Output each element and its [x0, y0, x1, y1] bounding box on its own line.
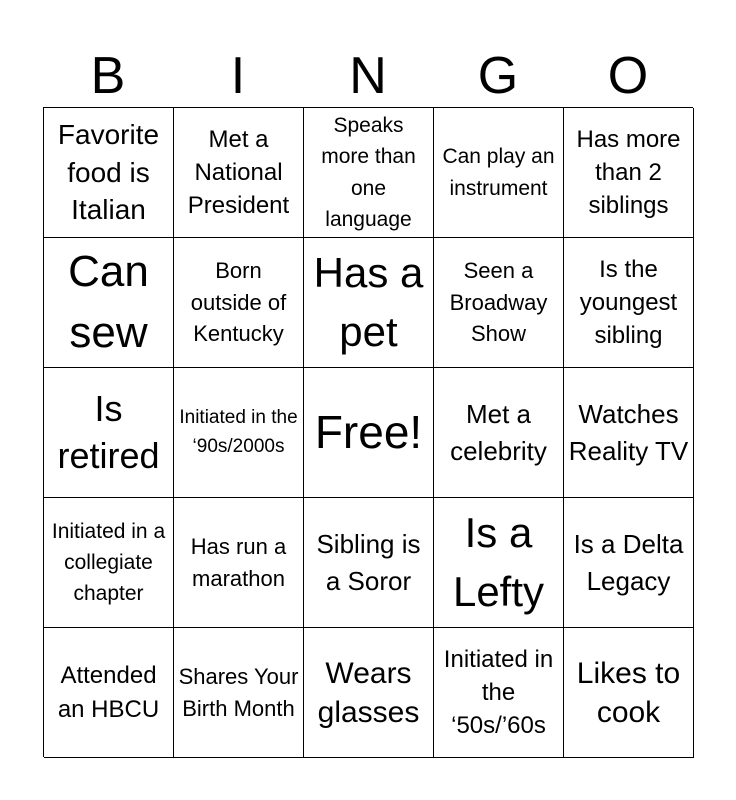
cell-text: Is a Delta Legacy [573, 528, 684, 596]
bingo-cell[interactable] [434, 108, 564, 238]
cell-text: Favorite food is Italian [57, 118, 160, 226]
cell-text: Initiated in the ‘90s/2000s [179, 407, 298, 457]
bingo-cell[interactable] [434, 368, 564, 498]
bingo-cell[interactable] [304, 498, 434, 628]
bingo-cell[interactable] [174, 368, 304, 498]
bingo-cell[interactable] [434, 628, 564, 758]
cell-text: Can sew [68, 246, 149, 357]
free-space-text: Free! [314, 405, 423, 458]
cell-text: Met a National President [187, 125, 290, 220]
header-letter-n: N [349, 47, 387, 105]
bingo-cell[interactable] [44, 368, 174, 498]
cell-text: Attended an HBCU [57, 662, 160, 723]
cell-text: Born outside of Kentucky [190, 257, 287, 347]
cell-text: Sibling is a Soror [316, 528, 421, 596]
bingo-cell[interactable] [44, 238, 174, 368]
bingo-board [43, 107, 693, 757]
bingo-cell[interactable] [564, 108, 694, 238]
free-space-cell[interactable] [304, 368, 434, 498]
bingo-cell[interactable] [564, 368, 694, 498]
cell-text: Has a pet [313, 248, 424, 355]
bingo-cell[interactable] [174, 628, 304, 758]
cell-text: Is the youngest sibling [579, 255, 678, 350]
bingo-cell[interactable] [44, 108, 174, 238]
cell-text: Watches Reality TV [568, 398, 689, 466]
bingo-cell[interactable] [174, 238, 304, 368]
bingo-cell[interactable] [44, 498, 174, 628]
bingo-cell[interactable] [304, 108, 434, 238]
bingo-cell[interactable] [564, 628, 694, 758]
cell-text: Likes to cook [576, 656, 681, 729]
cell-text: Can play an instrument [442, 145, 555, 200]
cell-text: Speaks more than one language [321, 114, 416, 231]
cell-text: Shares Your Birth Month [178, 663, 299, 721]
header-letter-g: G [477, 47, 519, 105]
header-letter-o: O [607, 47, 649, 105]
bingo-header [43, 46, 693, 106]
bingo-cell[interactable] [564, 498, 694, 628]
header-letter-b: B [90, 47, 126, 105]
cell-text: Initiated in a collegiate chapter [51, 519, 166, 606]
bingo-cell[interactable] [174, 498, 304, 628]
bingo-cell[interactable] [304, 628, 434, 758]
cell-text: Met a celebrity [450, 398, 547, 466]
bingo-cell[interactable] [304, 238, 434, 368]
bingo-cell[interactable] [434, 238, 564, 368]
cell-text: Seen a Broadway Show [449, 257, 548, 347]
bingo-cell[interactable] [44, 628, 174, 758]
cell-text: Initiated in the ‘50s/’60s [443, 645, 554, 740]
bingo-cell[interactable] [434, 498, 564, 628]
header-letter-i: I [230, 47, 246, 105]
cell-text: Is a Lefty [452, 508, 545, 615]
bingo-cell[interactable] [174, 108, 304, 238]
cell-text: Has run a marathon [190, 533, 287, 591]
cell-text: Has more than 2 siblings [576, 125, 681, 220]
cell-text: Is retired [57, 387, 160, 476]
bingo-cell[interactable] [564, 238, 694, 368]
cell-text: Wears glasses [317, 656, 420, 729]
